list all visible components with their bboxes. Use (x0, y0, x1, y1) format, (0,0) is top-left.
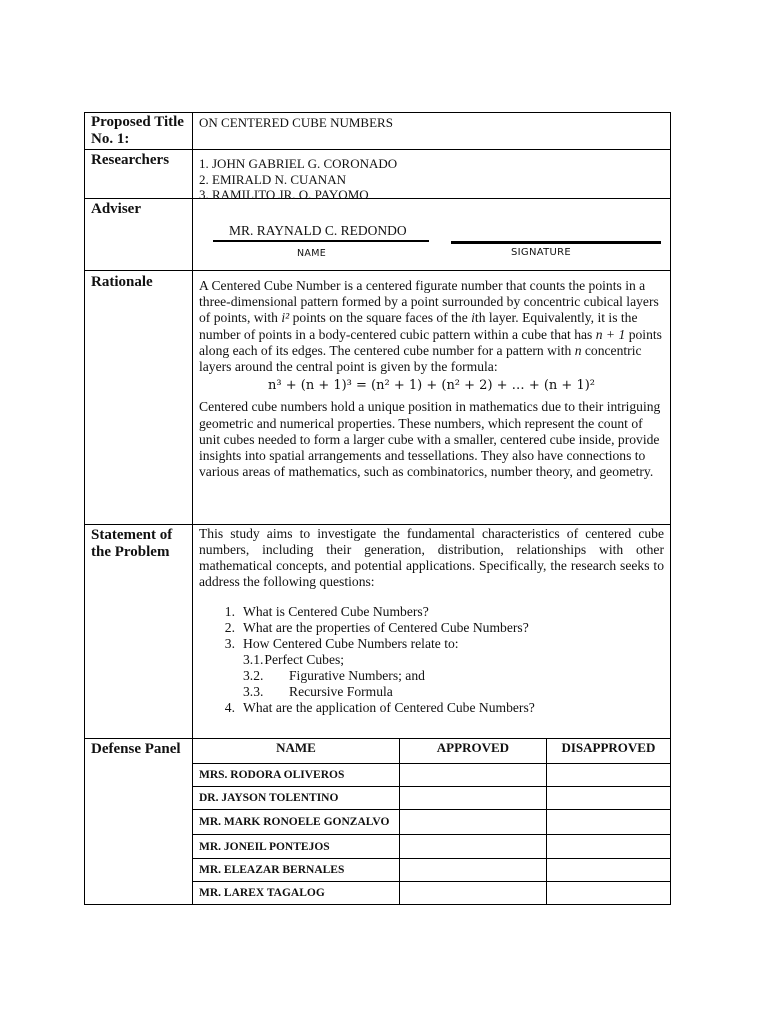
table-row (193, 859, 670, 882)
table-row (193, 810, 670, 835)
statement-text (193, 525, 671, 738)
text-span: A Centered Cube Number is a centered figurate number that counts the points in a three-dimensional pattern formed by a point surrounded by concentric cubical layers of points, with (199, 278, 659, 326)
item-text: What is Centered Cube Numbers? (243, 604, 429, 619)
disapproved-cell[interactable] (546, 835, 670, 859)
approved-cell[interactable] (400, 835, 547, 859)
approved-cell[interactable] (400, 859, 547, 882)
item-number: 4. (224, 700, 235, 715)
title-row (85, 113, 671, 150)
approved-cell[interactable] (400, 764, 547, 787)
name-caption: NAME (297, 248, 327, 259)
panel-member-name: MR. JONEIL PONTEJOS (193, 835, 400, 859)
thesis-proposal-form (84, 112, 671, 905)
disapproved-cell[interactable] (546, 764, 670, 787)
panel-member-name: MR. ELEAZAR BERNALES (193, 859, 400, 882)
statement-intro: This study aims to investigate the fundamental characteristics of centered cube numbers, including their generation, distribution, relationships with other mathematical concepts, and potential applications. Specifically, the research seeks to address the following questions: (199, 526, 664, 589)
adviser-name: MR. RAYNALD C. REDONDO (229, 223, 407, 238)
header-disapproved: DISAPPROVED (546, 739, 670, 764)
table-row (193, 882, 670, 905)
item-text: Figurative Numbers; and (289, 668, 425, 683)
item-number: 3.2. (243, 668, 264, 683)
sub-list-item (199, 652, 664, 668)
list-item (199, 636, 664, 652)
text-span: points along each of its edges. The centered cube number for a pattern with (199, 326, 662, 358)
math-n-plus-1: n + 1 (595, 326, 626, 342)
list-item (199, 700, 664, 716)
questions-list (199, 604, 664, 716)
adviser-row (85, 199, 671, 271)
defense-panel-table-wrap (193, 739, 671, 904)
item-number: 3. (224, 636, 235, 651)
rationale-paragraph-1 (199, 278, 664, 375)
item-text: Perfect Cubes; (264, 652, 345, 667)
adviser-label: Adviser (85, 199, 193, 270)
table-header-row (193, 739, 670, 764)
researchers-label: Researchers (85, 150, 193, 198)
item-number: 3.1. (243, 652, 264, 667)
disapproved-cell[interactable] (546, 810, 670, 835)
disapproved-cell[interactable] (546, 787, 670, 810)
math-i-squared: i² (281, 310, 290, 326)
text-span: points on the square faces of the (289, 310, 472, 326)
researcher-item: 2. EMIRALD N. CUANAN (199, 171, 346, 187)
item-number: 1. (224, 604, 235, 619)
approved-cell[interactable] (400, 787, 547, 810)
item-number: 2. (224, 620, 235, 635)
panel-member-name: MR. MARK RONOELE GONZALVO (193, 810, 400, 835)
rationale-row (85, 271, 671, 525)
centered-cube-formula: n³ + (n + 1)³ = (n² + 1) + (n² + 2) + … + (n + 1)² (268, 378, 595, 394)
list-item (199, 604, 664, 620)
header-approved: APPROVED (400, 739, 547, 764)
statement-row (85, 525, 671, 739)
table-row (193, 787, 670, 810)
panel-member-name: DR. JAYSON TOLENTINO (193, 787, 400, 810)
researcher-item: 1. JOHN GABRIEL G. CORONADO (199, 156, 398, 171)
text-span: concentric layers around the central point is given by the formula: (199, 342, 642, 375)
name-underline (213, 240, 429, 242)
header-name: NAME (193, 739, 400, 764)
list-item (199, 620, 664, 636)
statement-label: Statement of the Problem (85, 525, 193, 738)
rationale-text (193, 271, 671, 524)
item-text: Recursive Formula (289, 684, 393, 699)
table-row (193, 764, 670, 787)
panel-member-name: MRS. RODORA OLIVEROS (193, 764, 400, 787)
researcher-item: 3. RAMILITO JR. O. PAYOMO (199, 187, 369, 202)
researchers-list (193, 150, 671, 202)
item-text: How Centered Cube Numbers relate to: (243, 636, 459, 651)
item-text: What are the application of Centered Cube Numbers? (243, 700, 535, 715)
disapproved-cell[interactable] (546, 882, 670, 905)
defense-panel-row (85, 739, 671, 905)
signature-caption: SIGNATURE (511, 247, 571, 258)
approved-cell[interactable] (400, 882, 547, 905)
adviser-field (193, 199, 671, 270)
item-number: 3.3. (243, 684, 264, 699)
signature-line (451, 241, 661, 244)
proposed-title: ON CENTERED CUBE NUMBERS (193, 113, 671, 149)
text-span: th layer. Equivalently, it is the number of points in a body-centered cubic pattern within a cube that has (199, 310, 638, 342)
title-label: Proposed Title No. 1: (85, 113, 193, 149)
rationale-label: Rationale (85, 271, 193, 524)
panel-member-name: MR. LAREX TAGALOG (193, 882, 400, 905)
item-text: What are the properties of Centered Cube Numbers? (243, 620, 529, 635)
table-row (193, 835, 670, 859)
researchers-row (85, 150, 671, 202)
defense-panel-table (193, 739, 670, 905)
defense-panel-label: Defense Panel (85, 739, 193, 904)
math-n: n (574, 342, 582, 358)
disapproved-cell[interactable] (546, 859, 670, 882)
sub-list-item (199, 668, 664, 684)
sub-list-item (199, 684, 664, 700)
math-i: i (471, 310, 475, 326)
rationale-paragraph-2: Centered cube numbers hold a unique position in mathematics due to their intriguing geometric and numerical properties. These numbers, which represent the count of unit cubes needed to form a larger cube with a smaller, centered cube inside, provide insights into spatial arrangements and tessellations. They also have connections to various areas of mathematics, such as combinatorics, number theory, and geometry. (199, 399, 661, 480)
approved-cell[interactable] (400, 810, 547, 835)
